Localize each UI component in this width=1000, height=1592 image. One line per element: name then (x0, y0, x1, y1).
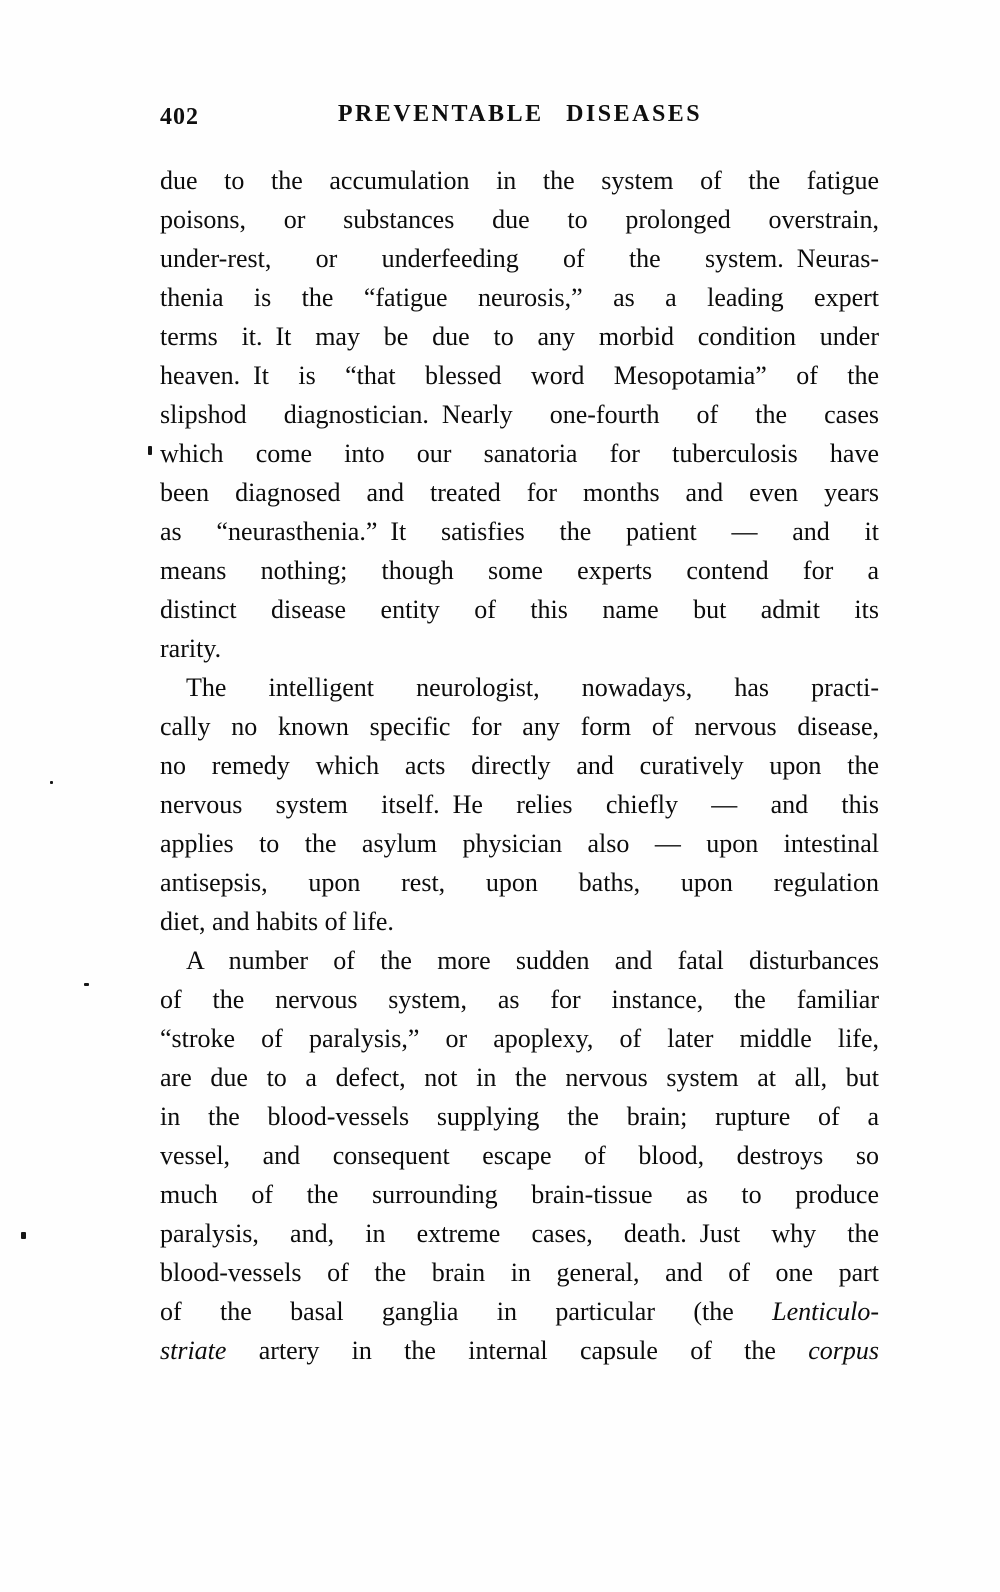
italic-text: corpus (808, 1336, 879, 1365)
text-segment: due to the accumulation in the system of the fatigue (160, 166, 879, 195)
text-segment: rarity. (160, 634, 222, 663)
scan-speck (148, 446, 152, 455)
text-line (160, 668, 879, 707)
text-line (160, 941, 879, 980)
running-header (160, 101, 880, 135)
text-segment: vessel, and consequent escape of blood, destroys so (160, 1141, 879, 1170)
text-line (160, 278, 879, 317)
text-segment: of the basal ganglia in particular (the (160, 1297, 773, 1326)
text-segment: A number of the more sudden and fatal disturbances (186, 946, 879, 975)
text-line (160, 200, 879, 239)
text-line (160, 707, 879, 746)
italic-text: striate (160, 1336, 227, 1365)
body-text (160, 161, 879, 1370)
text-line (160, 785, 879, 824)
page-number: 402 (160, 104, 199, 130)
scan-speck (50, 781, 53, 784)
page-title: PREVENTABLE DISEASES (337, 101, 703, 127)
text-segment: as “neurasthenia.” It satisfies the patient — and it (160, 517, 879, 546)
text-segment: distinct disease entity of this name but admit its (160, 595, 879, 624)
text-segment: heaven. It is “that blessed word Mesopotamia” of the (160, 361, 879, 390)
text-segment: under-rest, or underfeeding of the system. Neuras- (160, 244, 879, 273)
text-segment: artery in the internal capsule of the (226, 1336, 809, 1365)
text-segment: been diagnosed and treated for months and even years (160, 478, 879, 507)
text-line (160, 473, 879, 512)
text-line (160, 1214, 879, 1253)
text-segment: in the blood-vessels supplying the brain; rupture of a (160, 1102, 879, 1131)
text-line (160, 1175, 879, 1214)
text-segment: thenia is the “fatigue neurosis,” as a leading expert (160, 283, 879, 312)
text-line (160, 1058, 879, 1097)
text-segment: much of the surrounding brain-tissue as to produce (160, 1180, 879, 1209)
text-segment: cally no known specific for any form of nervous disease, (160, 712, 879, 741)
text-segment: no remedy which acts directly and curatively upon the (160, 751, 879, 780)
text-line (160, 434, 879, 473)
text-line (160, 1253, 879, 1292)
text-line (160, 356, 879, 395)
text-line (160, 590, 879, 629)
text-line (160, 863, 879, 902)
text-line (160, 1019, 879, 1058)
text-line (160, 746, 879, 785)
scan-speck (84, 983, 89, 986)
text-line (160, 161, 879, 200)
text-line (160, 1292, 879, 1331)
text-line (160, 824, 879, 863)
text-segment: The intelligent neurologist, nowadays, has practi- (186, 673, 879, 702)
text-segment: paralysis, and, in extreme cases, death. Just why the (160, 1219, 879, 1248)
text-segment: which come into our sanatoria for tuberculosis have (160, 439, 879, 468)
text-line (160, 629, 879, 668)
text-segment: “stroke of paralysis,” or apoplexy, of later middle life, (160, 1024, 879, 1053)
text-line (160, 902, 879, 941)
text-line (160, 317, 879, 356)
text-line (160, 1331, 879, 1370)
text-line (160, 512, 879, 551)
text-segment: of the nervous system, as for instance, the familiar (160, 985, 879, 1014)
text-segment: antisepsis, upon rest, upon baths, upon regulation (160, 868, 879, 897)
italic-text: Lenticulo- (772, 1297, 879, 1326)
text-segment: means nothing; though some experts contend for a (160, 556, 879, 585)
text-line (160, 1136, 879, 1175)
text-line (160, 980, 879, 1019)
text-segment: slipshod diagnostician. Nearly one-fourth of the cases (160, 400, 879, 429)
text-segment: applies to the asylum physician also — upon intestinal (160, 829, 879, 858)
text-segment: nervous system itself. He relies chiefly — and this (160, 790, 879, 819)
text-segment: terms it. It may be due to any morbid condition under (160, 322, 879, 351)
scan-speck (21, 1232, 26, 1239)
text-line (160, 239, 879, 278)
text-segment: are due to a defect, not in the nervous system at all, but (160, 1063, 879, 1092)
text-segment: blood-vessels of the brain in general, and of one part (160, 1258, 879, 1287)
text-line (160, 395, 879, 434)
text-segment: poisons, or substances due to prolonged overstrain, (160, 205, 879, 234)
text-line (160, 1097, 879, 1136)
text-segment: diet, and habits of life. (160, 907, 394, 936)
text-line (160, 551, 879, 590)
